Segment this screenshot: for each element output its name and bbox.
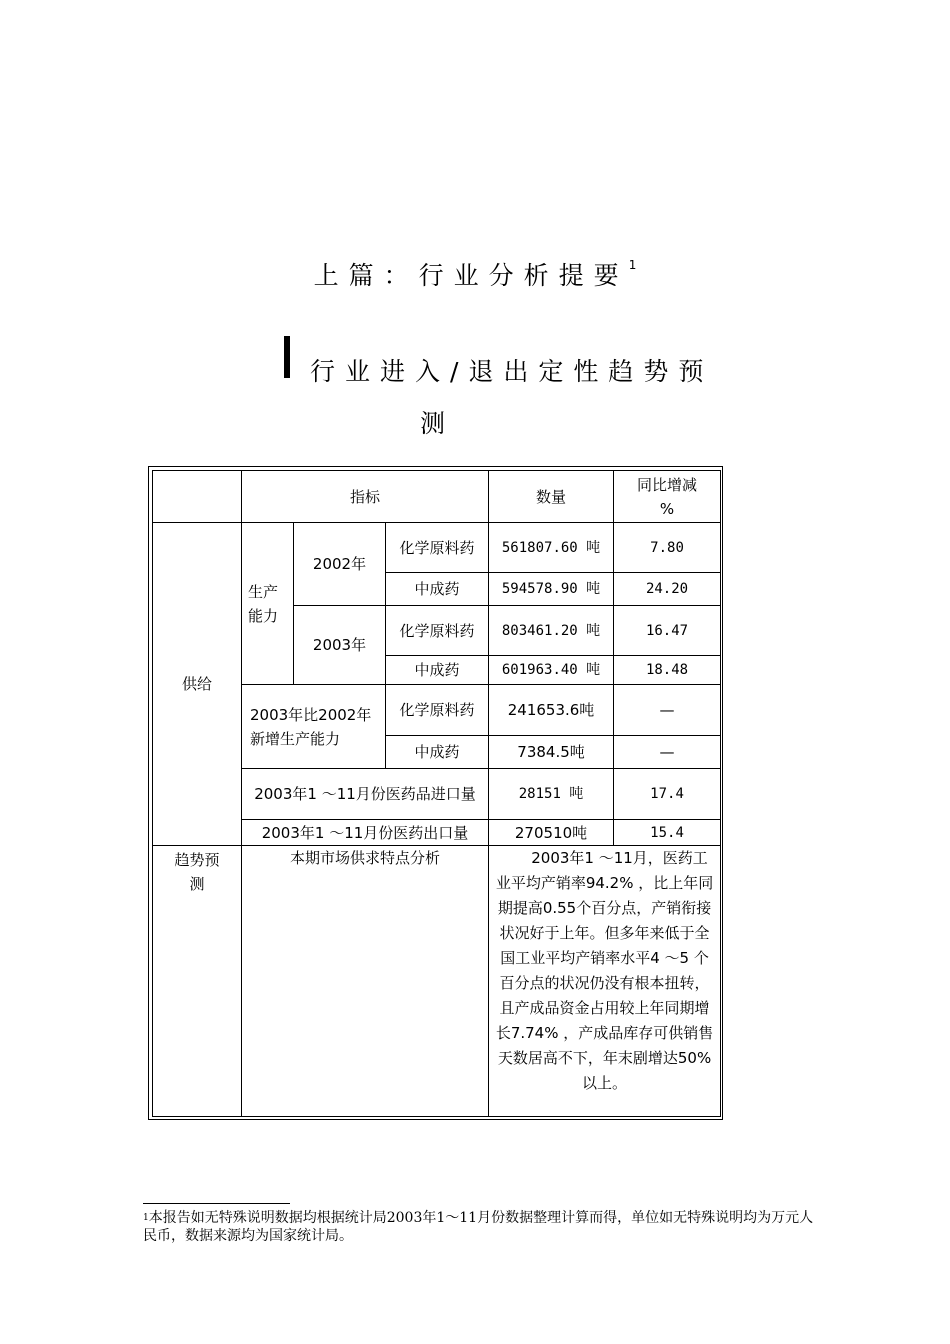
product-cell: 中成药 [386,736,489,769]
import-quantity: 28151 吨 [489,769,614,820]
table-row [153,523,721,573]
capacity-label: 生产 能力 [242,523,294,685]
table-header-row [153,471,721,523]
header-yoy-line1: 同比增减 [637,475,698,494]
quantity-cell: 7384.5吨 [489,736,614,769]
section-marker-bar [284,336,290,378]
quantity-cell: 803461.20 吨 [489,606,614,656]
section-heading-line2: 测 [420,409,446,438]
header-indicator: 指标 [242,471,489,523]
product-cell: 化学原料药 [386,523,489,573]
analysis-text: 2003年1 ～11月，医药工业平均产销率94.2% ，比上年同期提高0.55个百分点，产销衔接状况好于上年。但多年来低于全国工业平均产销率水平4 ～5 个百分点的状况仍没有根本扭转，且产成品资金占用较上年同期增长7.74% ，产成品库存可供销售天数居高不下，年末剧增达50% 以上。 [489,846,721,1117]
year-2002: 2002年 [294,523,386,606]
product-cell: 化学原料药 [386,606,489,656]
import-label: 2003年1 ～11月份医药品进口量 [242,769,489,820]
yoy-cell: 24.20 [614,573,721,606]
header-yoy [614,471,721,523]
supply-trend-table [152,470,721,1117]
footnote [143,1209,823,1245]
page-title [0,256,950,292]
footnote-text: 本报告如无特殊说明数据均根据统计局2003年1～11月份数据整理计算而得，单位如无特殊说明均为万元人民币，数据来源均为国家统计局。 [143,1210,814,1244]
quantity-cell: 561807.60 吨 [489,523,614,573]
yoy-cell: 7.80 [614,523,721,573]
supply-label: 供给 [153,523,242,846]
header-quantity: 数量 [489,471,614,523]
footnote-mark: 1 [143,1213,149,1223]
export-yoy: 15.4 [614,820,721,846]
header-empty-cell [153,471,242,523]
table-row [153,846,721,1117]
page-title-text: 上篇：行业分析提要 [313,261,629,290]
product-cell: 化学原料药 [386,685,489,736]
export-label: 2003年1 ～11月份医药出口量 [242,820,489,846]
export-quantity: 270510吨 [489,820,614,846]
yoy-cell: 16.47 [614,606,721,656]
yoy-cell: — [614,736,721,769]
quantity-cell: 594578.90 吨 [489,573,614,606]
yoy-cell: 18.48 [614,656,721,685]
footnote-rule [143,1203,290,1204]
footnote-ref: 1 [628,258,637,272]
trend-label: 趋势预测 [153,846,242,1117]
product-cell: 中成药 [386,656,489,685]
import-yoy: 17.4 [614,769,721,820]
header-yoy-line2: % [659,499,675,518]
quantity-cell: 601963.40 吨 [489,656,614,685]
yoy-cell: — [614,685,721,736]
product-cell: 中成药 [386,573,489,606]
quantity-cell: 241653.6吨 [489,685,614,736]
analysis-label: 本期市场供求特点分析 [242,846,489,1117]
section-heading-line1: 行业进入/退出定性趋势预 [310,357,714,386]
year-2003: 2003年 [294,606,386,685]
new-capacity-label: 2003年比2002年新增生产能力 [242,685,386,769]
